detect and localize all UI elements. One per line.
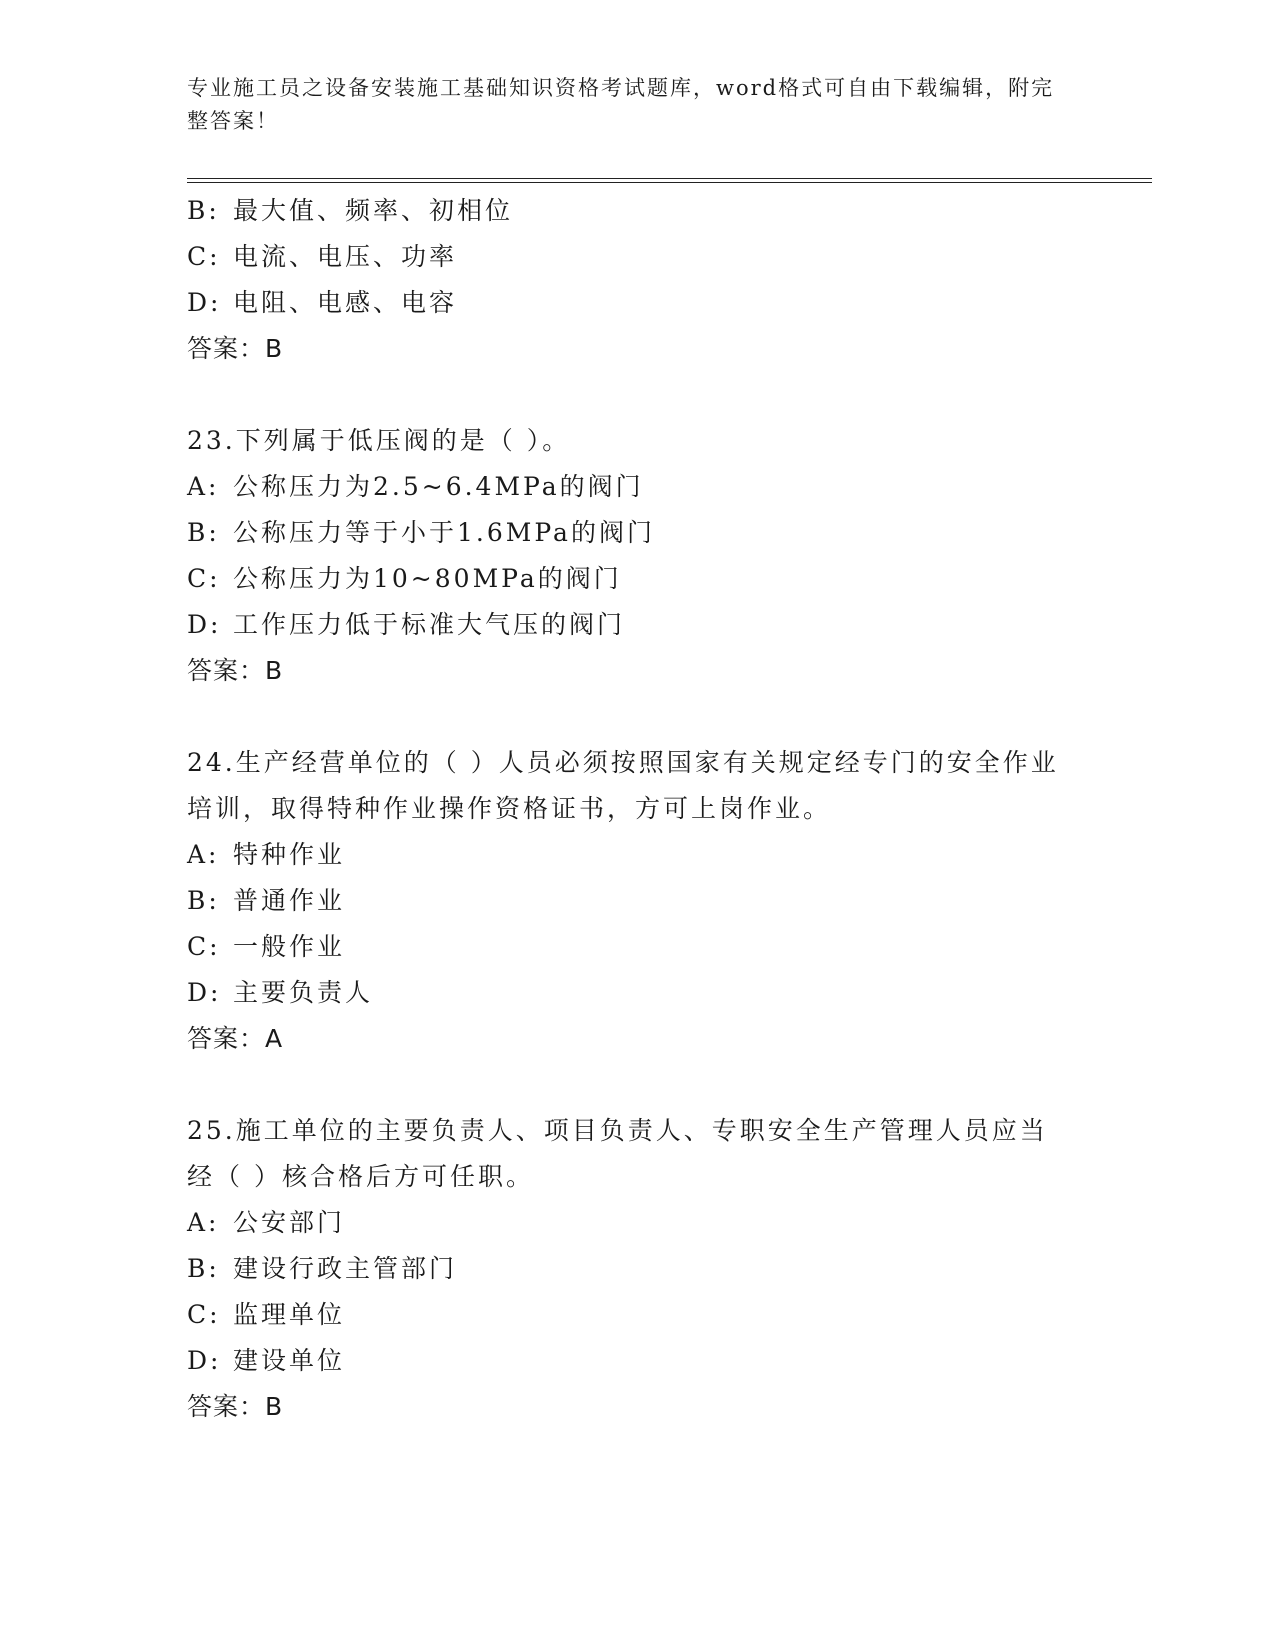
header-divider-top xyxy=(187,178,1152,179)
option-b: B: 建设行政主管部门 xyxy=(187,1254,458,1283)
option-d: D: 工作压力低于标准大气压的阀门 xyxy=(187,610,626,639)
answer: 答案：B xyxy=(187,1392,284,1421)
question-text: 23.下列属于低压阀的是（ ）。 xyxy=(187,426,571,455)
answer: 答案：B xyxy=(187,334,284,363)
question-content xyxy=(187,188,1087,1430)
option-c: C: 一般作业 xyxy=(187,932,346,961)
page-header xyxy=(187,72,1067,138)
option-a: A: 特种作业 xyxy=(187,840,346,869)
question-25 xyxy=(187,1108,1087,1430)
option-b: B: 最大值、频率、初相位 xyxy=(187,196,514,225)
question-text: 25.施工单位的主要负责人、项目负责人、专职安全生产管理人员应当经（ ）核合格后方可任职。 xyxy=(187,1116,1048,1191)
option-c: C: 公称压力为10~80MPa的阀门 xyxy=(187,564,622,593)
answer: 答案：A xyxy=(187,1024,284,1053)
question-text: 24.生产经营单位的（ ）人员必须按照国家有关规定经专门的安全作业培训，取得特种作业操作资格证书，方可上岗作业。 xyxy=(187,748,1059,823)
option-a: A: 公安部门 xyxy=(187,1208,346,1237)
option-d: D: 主要负责人 xyxy=(187,978,374,1007)
question-23 xyxy=(187,418,1087,694)
option-b: B: 普通作业 xyxy=(187,886,346,915)
question-24 xyxy=(187,740,1087,1062)
option-b: B: 公称压力等于小于1.6MPa的阀门 xyxy=(187,518,655,547)
header-title: 专业施工员之设备安装施工基础知识资格考试题库，word格式可自由下载编辑，附完整答案！ xyxy=(187,76,1055,133)
option-d: D: 建设单位 xyxy=(187,1346,346,1375)
header-divider-bottom xyxy=(187,182,1152,183)
question-22-continued xyxy=(187,188,1087,372)
answer: 答案：B xyxy=(187,656,284,685)
option-c: C: 监理单位 xyxy=(187,1300,346,1329)
option-a: A: 公称压力为2.5~6.4MPa的阀门 xyxy=(187,472,644,501)
option-c: C: 电流、电压、功率 xyxy=(187,242,458,271)
option-d: D: 电阻、电感、电容 xyxy=(187,288,458,317)
